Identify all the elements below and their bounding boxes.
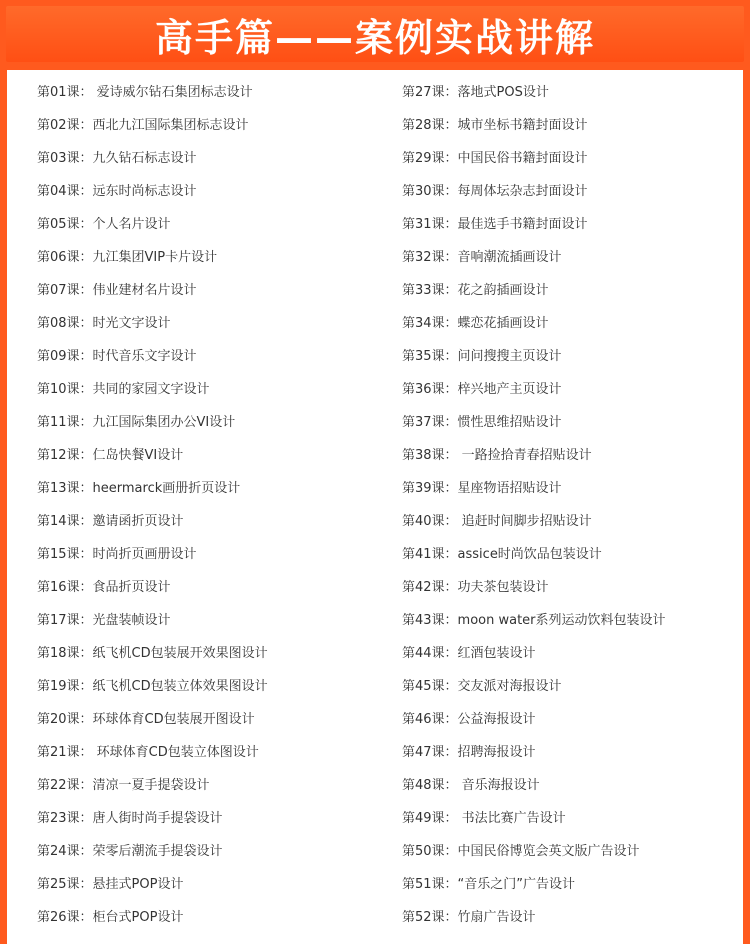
lesson-item: 第08课：时光文字设计 [37, 316, 171, 331]
lesson-item: 第01课： 爱诗威尔钻石集团标志设计 [37, 85, 253, 100]
lesson-item: 第05课：个人名片设计 [37, 217, 171, 232]
lesson-item: 第25课：悬挂式POP设计 [37, 877, 184, 892]
header-banner [0, 0, 750, 70]
lesson-item: 第50课：中国民俗博览会英文版广告设计 [402, 844, 640, 859]
lesson-item: 第52课：竹扇广告设计 [402, 910, 536, 925]
lesson-item: 第38课： 一路捡拾青春招贴设计 [402, 448, 592, 463]
lesson-item: 第28课：城市坐标书籍封面设计 [402, 118, 588, 133]
lesson-item: 第24课：荣零后潮流手提袋设计 [37, 844, 223, 859]
lesson-item: 第49课： 书法比赛广告设计 [402, 811, 566, 826]
lesson-item: 第43课：moon water系列运动饮料包装设计 [402, 613, 666, 628]
lesson-item: 第47课：招聘海报设计 [402, 745, 536, 760]
lesson-item: 第35课：问问搜搜主页设计 [402, 349, 562, 364]
lesson-item: 第29课：中国民俗书籍封面设计 [402, 151, 588, 166]
lesson-item: 第07课：伟业建材名片设计 [37, 283, 197, 298]
lesson-column-right [402, 81, 666, 939]
lesson-item: 第14课：邀请函折页设计 [37, 514, 184, 529]
lesson-item: 第32课：音响潮流插画设计 [402, 250, 562, 265]
lesson-item: 第02课：西北九江国际集团标志设计 [37, 118, 249, 133]
lesson-item: 第15课：时尚折页画册设计 [37, 547, 197, 562]
lesson-item: 第21课： 环球体育CD包装立体图设计 [37, 745, 259, 760]
lesson-item: 第44课：红酒包装设计 [402, 646, 536, 661]
header-bar [6, 6, 744, 62]
lesson-item: 第13课：heermarck画册折页设计 [37, 481, 241, 496]
lesson-item: 第22课：清凉一夏手提袋设计 [37, 778, 210, 793]
lesson-item: 第31课：最佳选手书籍封面设计 [402, 217, 588, 232]
lesson-item: 第03课：九久钻石标志设计 [37, 151, 197, 166]
lesson-item: 第12课：仁岛快餐VI设计 [37, 448, 184, 463]
lesson-item: 第10课：共同的家园文字设计 [37, 382, 210, 397]
lesson-item: 第06课：九江集团VIP卡片设计 [37, 250, 218, 265]
lesson-column-left [37, 81, 268, 939]
lesson-item: 第16课：食品折页设计 [37, 580, 171, 595]
lesson-item: 第19课：纸飞机CD包装立体效果图设计 [37, 679, 268, 694]
lesson-item: 第26课：柜台式POP设计 [37, 910, 184, 925]
lesson-item: 第34课：蝶恋花插画设计 [402, 316, 549, 331]
lesson-item: 第18课：纸飞机CD包装展开效果图设计 [37, 646, 268, 661]
lesson-item: 第42课：功夫茶包装设计 [402, 580, 549, 595]
lesson-item: 第51课：“音乐之门”广告设计 [402, 877, 576, 892]
lesson-item: 第23课：唐人街时尚手提袋设计 [37, 811, 223, 826]
lesson-list-panel [7, 70, 743, 944]
lesson-item: 第30课：每周体坛杂志封面设计 [402, 184, 588, 199]
lesson-item: 第04课：远东时尚标志设计 [37, 184, 197, 199]
lesson-item: 第41课：assice时尚饮品包装设计 [402, 547, 602, 562]
lesson-item: 第37课：惯性思维招贴设计 [402, 415, 562, 430]
lesson-item: 第09课：时代音乐文字设计 [37, 349, 197, 364]
lesson-item: 第46课：公益海报设计 [402, 712, 536, 727]
page-title: 高手篇——案例实战讲解 [154, 15, 595, 60]
lesson-item: 第48课： 音乐海报设计 [402, 778, 540, 793]
lesson-item: 第45课：交友派对海报设计 [402, 679, 562, 694]
lesson-item: 第20课：环球体育CD包装展开图设计 [37, 712, 255, 727]
lesson-item: 第36课：梓兴地产主页设计 [402, 382, 562, 397]
lesson-item: 第27课：落地式POS设计 [402, 85, 549, 100]
lesson-item: 第33课：花之韵插画设计 [402, 283, 549, 298]
lesson-item: 第39课：星座物语招贴设计 [402, 481, 562, 496]
lesson-item: 第40课： 追赶时间脚步招贴设计 [402, 514, 592, 529]
lesson-item: 第11课：九江国际集团办公VI设计 [37, 415, 236, 430]
lesson-item: 第17课：光盘装帧设计 [37, 613, 171, 628]
